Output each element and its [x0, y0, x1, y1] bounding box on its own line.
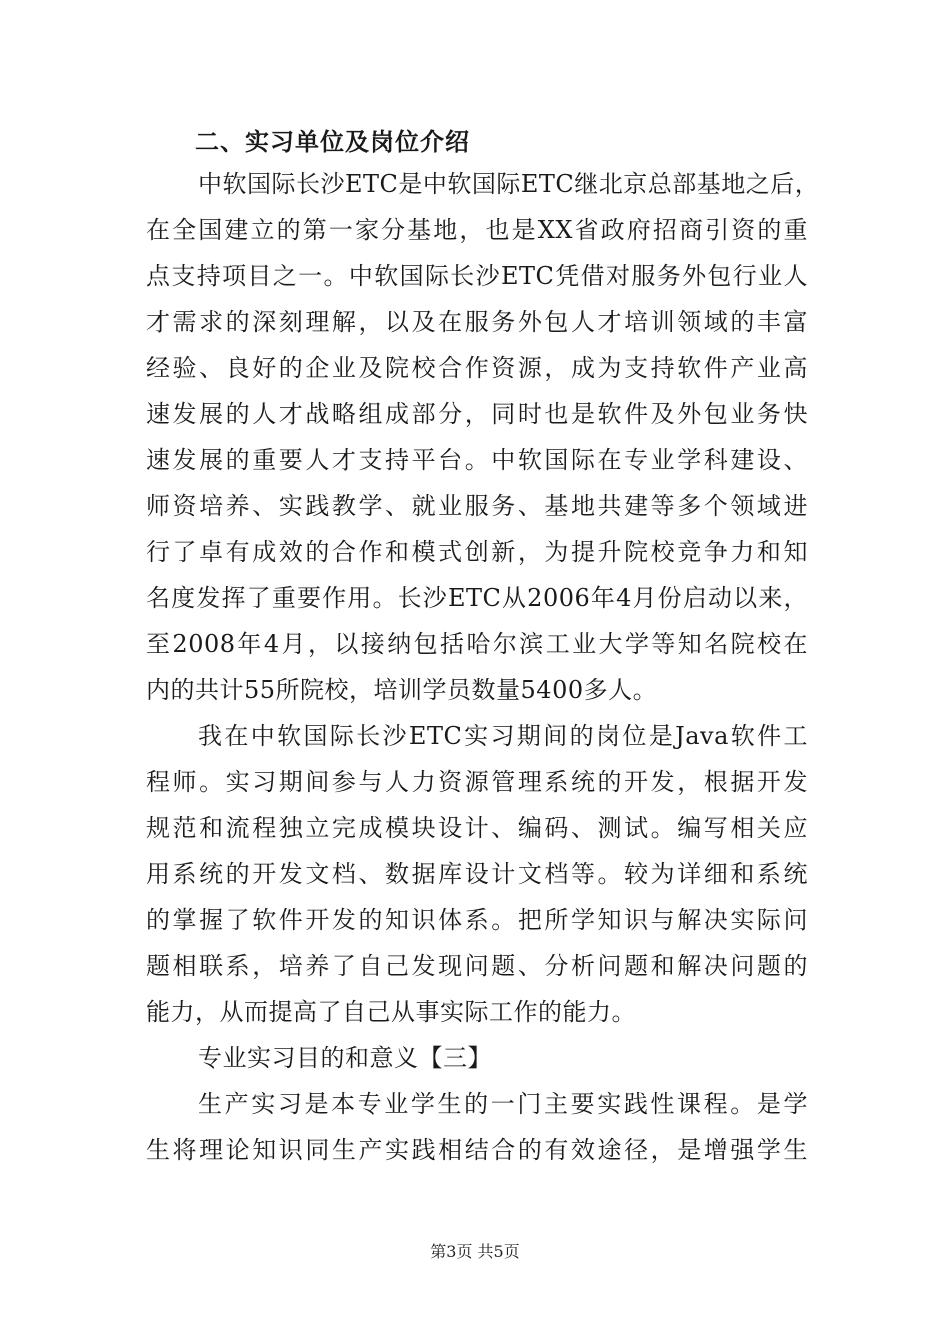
paragraph-line: 的掌握了软件开发的知识体系。把所学知识与解决实际问 [146, 906, 808, 934]
paragraph-line: 我在中软国际长沙ETC实习期间的岗位是Java软件工 [198, 722, 808, 750]
paragraph-line: 点支持项目之一。中软国际长沙ETC凭借对服务外包行业人 [146, 262, 808, 290]
paragraph-line: 经验、良好的企业及院校合作资源，成为支持软件产业高 [146, 354, 808, 382]
paragraph-line: 行了卓有成效的合作和模式创新，为提升院校竞争力和知 [146, 538, 808, 566]
paragraph-line: 规范和流程独立完成模块设计、编码、测试。编写相关应 [146, 814, 808, 842]
paragraph-line: 速发展的人才战略组成部分，同时也是软件及外包业务快 [146, 400, 808, 428]
section-heading: 二、实习单位及岗位介绍 [195, 127, 470, 156]
subsection-title: 专业实习目的和意义【三】 [198, 1044, 492, 1072]
paragraph-line: 题相联系，培养了自己发现问题、分析问题和解决问题的 [146, 952, 808, 980]
paragraph-line: 在全国建立的第一家分基地，也是XX省政府招商引资的重 [146, 216, 808, 244]
paragraph-line: 至2008年4月，以接纳包括哈尔滨工业大学等知名院校在 [146, 630, 808, 658]
paragraph-line: 用系统的开发文档、数据库设计文档等。较为详细和系统 [146, 860, 808, 888]
paragraph-line: 才需求的深刻理解，以及在服务外包人才培训领域的丰富 [146, 308, 808, 336]
paragraph-line: 速发展的重要人才支持平台。中软国际在专业学科建设、 [146, 446, 808, 474]
paragraph-line: 程师。实习期间参与人力资源管理系统的开发，根据开发 [146, 768, 808, 796]
paragraph-line: 生产实习是本专业学生的一门主要实践性课程。是学 [198, 1090, 808, 1118]
paragraph-line: 名度发挥了重要作用。长沙ETC从2006年4月份启动以来， [146, 584, 808, 612]
page-number-footer: 第3页 共5页 [430, 1242, 520, 1261]
paragraph-line: 中软国际长沙ETC是中软国际ETC继北京总部基地之后， [198, 170, 820, 198]
paragraph-line: 师资培养、实践教学、就业服务、基地共建等多个领域进 [146, 492, 808, 520]
paragraph-line: 内的共计55所院校，培训学员数量5400多人。 [146, 676, 658, 704]
paragraph-line: 生将理论知识同生产实践相结合的有效途径，是增强学生 [146, 1136, 808, 1164]
paragraph-line: 能力，从而提高了自己从事实际工作的能力。 [146, 998, 636, 1026]
